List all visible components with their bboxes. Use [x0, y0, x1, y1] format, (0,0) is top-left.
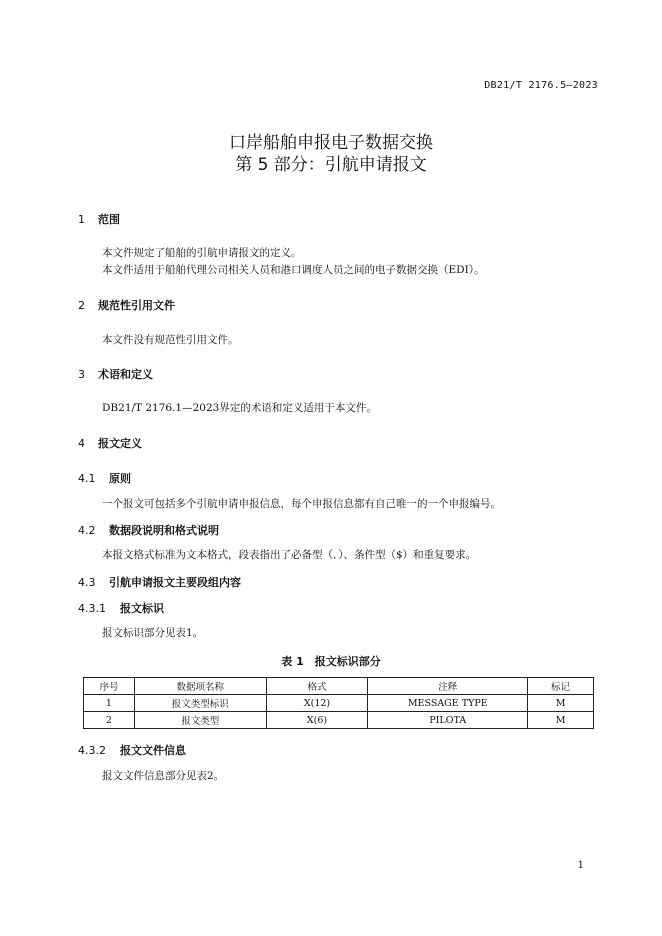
section-title: 数据段说明和格式说明 [109, 524, 219, 537]
table-header-cell: 格式 [266, 678, 368, 695]
section-number: 4.3.2 [78, 744, 106, 757]
section-title: 原则 [109, 472, 131, 485]
section-4-heading [78, 435, 142, 451]
section-title: 术语和定义 [98, 368, 153, 381]
table-row [84, 695, 594, 712]
section-number: 4.1 [78, 472, 96, 485]
paragraph: 报文标识部分见表1。 [102, 627, 204, 639]
section-3-heading [78, 366, 153, 382]
section-number: 4 [78, 437, 85, 450]
paragraph: 本报文格式标准为文本格式，段表指出了必备型（．）、条件型（$）和重复要求。 [102, 549, 477, 561]
section-4-1-heading [78, 470, 131, 486]
document-subtitle: 第 5 部分：引航申请报文 [235, 155, 427, 175]
section-title: 报文文件信息 [120, 744, 186, 757]
section-4-3-1-heading [78, 600, 164, 616]
section-2-heading [78, 297, 175, 313]
table-header-cell: 序号 [84, 678, 135, 695]
table-cell: 报文类型标识 [134, 695, 266, 712]
paragraph: 一个报文可包括多个引航申请申报信息，每个申报信息都有自己唯一的一个申报编号。 [102, 498, 501, 510]
table-caption: 表 1 报文标识部分 [281, 655, 381, 668]
table-cell: 2 [84, 712, 135, 729]
section-number: 1 [78, 213, 85, 226]
paragraph: 本文件适用于船舶代理公司相关人员和港口调度人员之间的电子数据交换（EDI）。 [102, 264, 485, 276]
section-title: 范围 [98, 213, 120, 226]
section-number: 4.2 [78, 524, 96, 537]
table-header-cell: 注释 [368, 678, 528, 695]
document-title: 口岸船舶申报电子数据交换 [229, 133, 433, 153]
section-4-3-2-heading [78, 742, 186, 758]
section-number: 4.3 [78, 576, 96, 589]
section-title: 规范性引用文件 [98, 299, 175, 312]
standard-number: DB21/T 2176.5—2023 [484, 80, 598, 91]
section-number: 2 [78, 299, 85, 312]
section-title: 报文标识 [120, 602, 164, 615]
table-cell: 1 [84, 695, 135, 712]
paragraph: 本文件没有规范性引用文件。 [102, 334, 239, 346]
paragraph: DB21/T 2176.1—2023界定的术语和定义适用于本文件。 [102, 402, 377, 414]
section-title: 引航申请报文主要段组内容 [109, 576, 241, 589]
table-header-row [84, 678, 594, 695]
table-cell: PILOTA [368, 712, 528, 729]
table-cell: X(6) [266, 712, 368, 729]
table-cell: M [528, 695, 594, 712]
paragraph: 本文件规定了船舶的引航申请报文的定义。 [102, 247, 302, 259]
section-title: 报文定义 [98, 437, 142, 450]
page-number: 1 [577, 860, 584, 871]
table-header-cell: 标记 [528, 678, 594, 695]
section-4-2-heading [78, 522, 219, 538]
section-number: 3 [78, 368, 85, 381]
table-row [84, 712, 594, 729]
table-cell: M [528, 712, 594, 729]
section-number: 4.3.1 [78, 602, 106, 615]
table-header-cell: 数据项名称 [134, 678, 266, 695]
table-cell: 报文类型 [134, 712, 266, 729]
paragraph: 报文文件信息部分见表2。 [102, 770, 225, 782]
section-1-heading [78, 211, 120, 227]
table-cell: X(12) [266, 695, 368, 712]
table-cell: MESSAGE TYPE [368, 695, 528, 712]
message-id-table [83, 677, 594, 729]
section-4-3-heading [78, 574, 241, 590]
